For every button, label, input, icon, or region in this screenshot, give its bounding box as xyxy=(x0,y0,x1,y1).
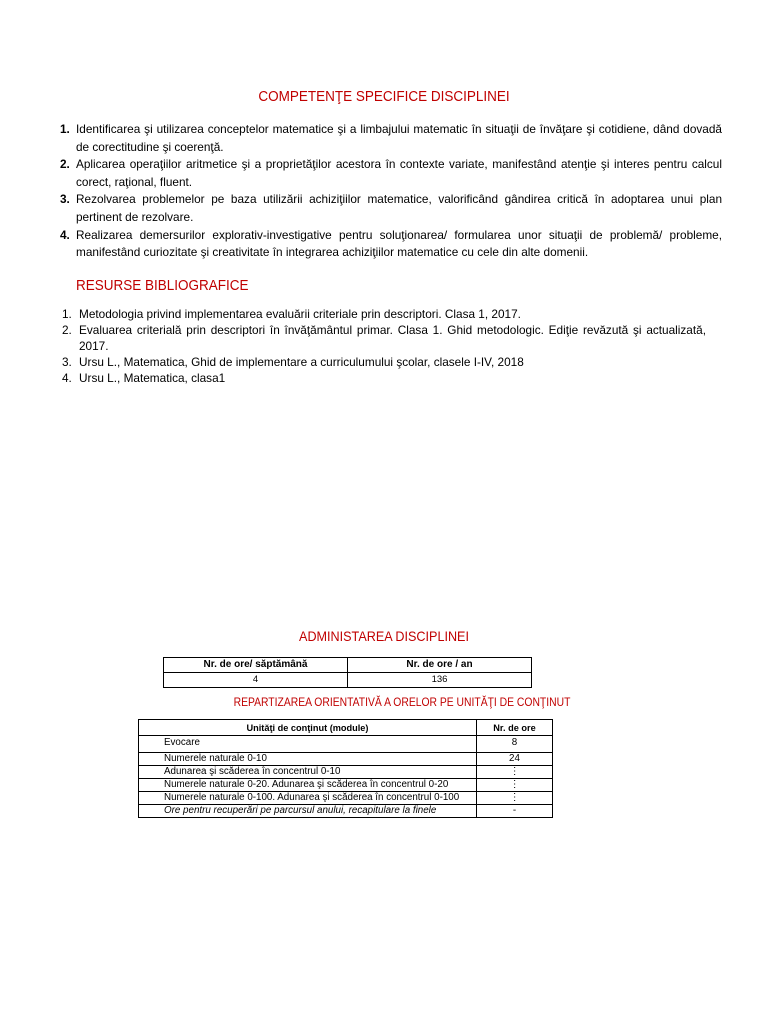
hours-value: ⋮ xyxy=(477,792,553,805)
competency-text: Aplicarea operaţiilor aritmetice şi a proprietăţilor acestora în contexte variate, manifestând atenţie şi interes pentru calcul corect, raţional, fluent. xyxy=(76,157,722,189)
bibliography-text: Ursu L., Matematica, clasa1 xyxy=(79,371,226,385)
competency-text: Rezolvarea problemelor pe baza utilizării achiziţiilor matematice, valorificând gândirea critică în adoptarea unui plan pertinent de rezolvare. xyxy=(76,192,722,224)
competency-number: 3. xyxy=(60,192,70,207)
bibliography-number: 3. xyxy=(62,355,72,369)
competency-number: 1. xyxy=(60,122,70,136)
competencies-title: COMPETENŢE SPECIFICE DISCIPLINEI xyxy=(258,88,510,105)
bibliography-item xyxy=(62,354,706,370)
content-unit: Evocare xyxy=(139,736,477,753)
table-header-row xyxy=(139,720,553,736)
table-row xyxy=(139,766,553,779)
content-unit: Ore pentru recuperări pe parcursul anului, recapitulare la finele xyxy=(139,805,477,818)
hours-per-week-value: 4 xyxy=(164,673,348,688)
table-row xyxy=(139,805,553,818)
competency-item xyxy=(60,156,722,191)
distribution-table xyxy=(138,719,553,818)
content-unit: Adunarea şi scăderea în concentrul 0-10 xyxy=(139,766,477,779)
competency-item xyxy=(60,191,722,226)
competencies-list xyxy=(60,121,722,262)
table-row xyxy=(139,779,553,792)
table-header-row xyxy=(164,658,532,673)
bibliography-number: 4. xyxy=(62,371,72,385)
bibliography-item xyxy=(62,306,706,322)
bibliography-item xyxy=(62,370,706,386)
bibliography-text: Ursu L., Matematica, Ghid de implementare a curriculumului şcolar, clasele I-IV, 2018 xyxy=(79,355,524,369)
bibliography-text: Evaluarea criterială prin descriptori în învăţământul primar. Clasa 1. Ghid metodologic. Ediţie revăzută şi actualizată, 2017. xyxy=(79,323,706,353)
content-unit: Numerele naturale 0-100. Adunarea şi scăderea în concentrul 0-100 xyxy=(139,792,477,805)
content-unit: Numerele naturale 0-10 xyxy=(139,753,477,766)
hours-value: ⋮ xyxy=(477,766,553,779)
competency-text: Realizarea demersurilor explorativ-investigative pentru soluţionarea/ formularea unor situaţii de problemă/ probleme, manifestând curiozitate şi creativitate în integrarea achiziţiilor matematice cu cele din alte domenii. xyxy=(76,227,722,260)
competency-number: 2. xyxy=(60,157,70,172)
content-units-header: Unităţi de conţinut (module) xyxy=(139,720,477,736)
bibliography-title: RESURSE BIBLIOGRAFICE xyxy=(76,277,249,294)
hours-per-week-header: Nr. de ore/ săptămână xyxy=(164,658,348,673)
hours-value: 8 xyxy=(477,736,553,753)
hours-per-year-header: Nr. de ore / an xyxy=(348,658,532,673)
hours-value: ⋮ xyxy=(477,779,553,792)
bibliography-list xyxy=(62,306,706,386)
competency-item xyxy=(60,227,722,262)
bibliography-number: 1. xyxy=(62,307,72,321)
competency-number: 4. xyxy=(60,227,70,242)
hours-value: - xyxy=(477,805,553,818)
bibliography-item xyxy=(62,322,706,354)
table-row xyxy=(139,792,553,805)
table-row xyxy=(164,673,532,688)
administration-title: ADMINISTAREA DISCIPLINEI xyxy=(299,628,469,644)
bibliography-number: 2. xyxy=(62,323,72,337)
table-row xyxy=(139,736,553,753)
content-unit: Numerele naturale 0-20. Adunarea şi scăderea în concentrul 0-20 xyxy=(139,779,477,792)
administration-table xyxy=(163,657,532,688)
hours-header: Nr. de ore xyxy=(477,720,553,736)
competency-text: Identificarea şi utilizarea conceptelor matematice şi a limbajului matematic în situaţii de învăţare şi cotidiene, dând dovadă de corectitudine şi coerenţă. xyxy=(76,122,722,154)
hours-per-year-value: 136 xyxy=(348,673,532,688)
hours-value: 24 xyxy=(477,753,553,766)
bibliography-text: Metodologia privind implementarea evaluării criteriale prin descriptori. Clasa 1, 2017. xyxy=(79,307,521,321)
distribution-title: REPARTIZAREA ORIENTATIVĂ A ORELOR PE UNITĂŢI DE CONŢINUT xyxy=(233,697,571,709)
table-row xyxy=(139,753,553,766)
competency-item xyxy=(60,121,722,156)
